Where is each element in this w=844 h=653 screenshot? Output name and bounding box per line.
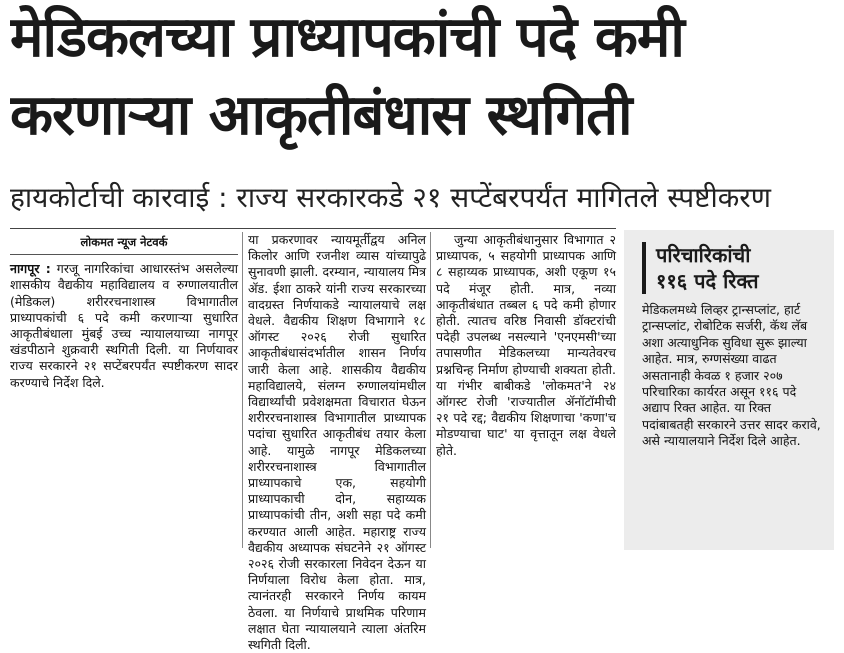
- article-column-1: [10, 232, 238, 391]
- sidebar-body: [642, 302, 822, 450]
- headline-line-2: करणाऱ्या आकृतीबंधास स्थगिती: [10, 83, 632, 148]
- sidebar-box: [624, 230, 834, 550]
- column-divider: [242, 232, 243, 548]
- headline-line-1: मेडिकलच्या प्राध्यापकांची पदे कमी: [10, 5, 684, 70]
- sidebar-paragraph: मेडिकलमध्ये लिव्हर ट्रान्सप्लांट, हार्ट ट्रान्सप्लांट, रोबोटिक सर्जरी, कॅथ लॅब अशा अत्याधुनिक सुविधा सुरू झाल्या आहेत. मात्र, रुग्णसंख्या वाढत असतानाही केवळ १ हजार २०७ परिचारिका कार्यरत असून ११६ पदे अद्याप रिक्त आहेत. या रिक्त पदांबाबतही सरकारने उत्तर सादर करावे, असे न्यायालयाने निर्देश दिले आहेत.: [642, 302, 821, 449]
- byline: लोकमत न्यूज नेटवर्क: [10, 234, 238, 255]
- section-rule: [10, 228, 616, 229]
- article-paragraph-1-text: गरजू नागरिकांचा आधारस्तंभ असलेल्या शासकीय वैद्यकीय महाविद्यालय व रुग्णालयातील (मेडिकल) शरीररचनाशास्त्र विभागातील प्राध्यापकांची ६ पदे कमी करणाऱ्या सुधारित आकृतीबंधाला मुंबई उच्च न्यायालयाच्या नागपूर खंडपीठाने शुक्रवारी स्थगिती दिली. या निर्णयावर राज्य सरकारने २१ सप्टेंबरपर्यंत स्पष्टीकरण सादर करण्याचे निर्देश दिले.: [10, 261, 238, 390]
- article-column-2: [248, 232, 426, 653]
- subheadline: हायकोर्टाची कारवाई : राज्य सरकारकडे २१ सप्टेंबरपर्यंत मागितले स्पष्टीकरण: [10, 181, 771, 214]
- article-paragraph-1: [10, 261, 238, 391]
- column-divider: [430, 232, 431, 548]
- sidebar-title: [642, 242, 834, 294]
- article-paragraph-3: जुन्या आकृतीबंधानुसार विभागात २ प्राध्यापक, ५ सहयोगी प्राध्यापक आणि ८ सहाय्यक प्राध्यापक, अशी एकूण १५ पदे मंजूर होती. मात्र, नव्या आकृतीबंधात तब्बल ६ पदे कमी होणार होती. त्यातच वरिष्ठ निवासी डॉक्टरांची पदेही उपलब्ध नसल्याने 'एनएमसी'च्या तपासणीत मेडिकलच्या मान्यतेवरच प्रश्नचिन्ह निर्माण होण्याची शक्यता होती. या गंभीर बाबीकडे 'लोकमत'ने २४ ऑगस्ट रोजी 'राज्यातील ॲनॉटॉमीची २१ पदे रद्द; वैद्यकीय शिक्षणाचा 'कणा'च मोडण्याचा घाट' या वृत्तातून लक्ष वेधले होते.: [436, 232, 616, 458]
- dateline: नागपूर :: [10, 261, 51, 277]
- article-column-3: [436, 232, 616, 459]
- sidebar-title-line-1: परिचारिकांची: [656, 243, 751, 267]
- sidebar-title-line-2: ११६ पदे रिक्त: [656, 269, 759, 293]
- article-paragraph-2: या प्रकरणावर न्यायमूर्तीद्वय अनिल किलोर आणि रजनीश व्यास यांच्यापुढे सुनावणी झाली. दरम्यान, न्यायालय मित्र ॲड. ईशा ठाकरे यांनी राज्य सरकारच्या वादग्रस्त निर्णयाकडे न्यायालयाचे लक्ष वेधले. वैद्यकीय शिक्षण विभागाने १८ ऑगस्ट २०२६ रोजी सुधारित आकृतीबंधासंदर्भातील शासन निर्णय जारी केला आहे. शासकीय वैद्यकीय महाविद्यालये, संलग्न रुग्णालयांमधील विद्यार्थ्यांची प्रवेशक्षमता विचारात घेऊन शरीररचनाशास्त्र विभागातील प्राध्यापक पदांचा सुधारित आकृतीबंध तयार केला आहे. यामुळे नागपूर मेडिकलच्या शरीररचनाशास्त्र विभागातील प्राध्यापकाचे एक, सहयोगी प्राध्यापकाची दोन, सहाय्यक प्राध्यापकांची तीन, अशी सहा पदे कमी करण्यात आली आहेत. महाराष्ट्र राज्य वैद्यकीय अध्यापक संघटनेने २१ ऑगस्ट २०२६ रोजी सरकारला निवेदन देऊन या निर्णयाला विरोध केला होता. मात्र, त्यानंतरही सरकारने निर्णय कायम ठेवला. या निर्णयाचे प्राथमिक परिणाम लक्षात घेता न्यायालयाने त्याला अंतरिम स्थगिती दिली.: [248, 232, 426, 653]
